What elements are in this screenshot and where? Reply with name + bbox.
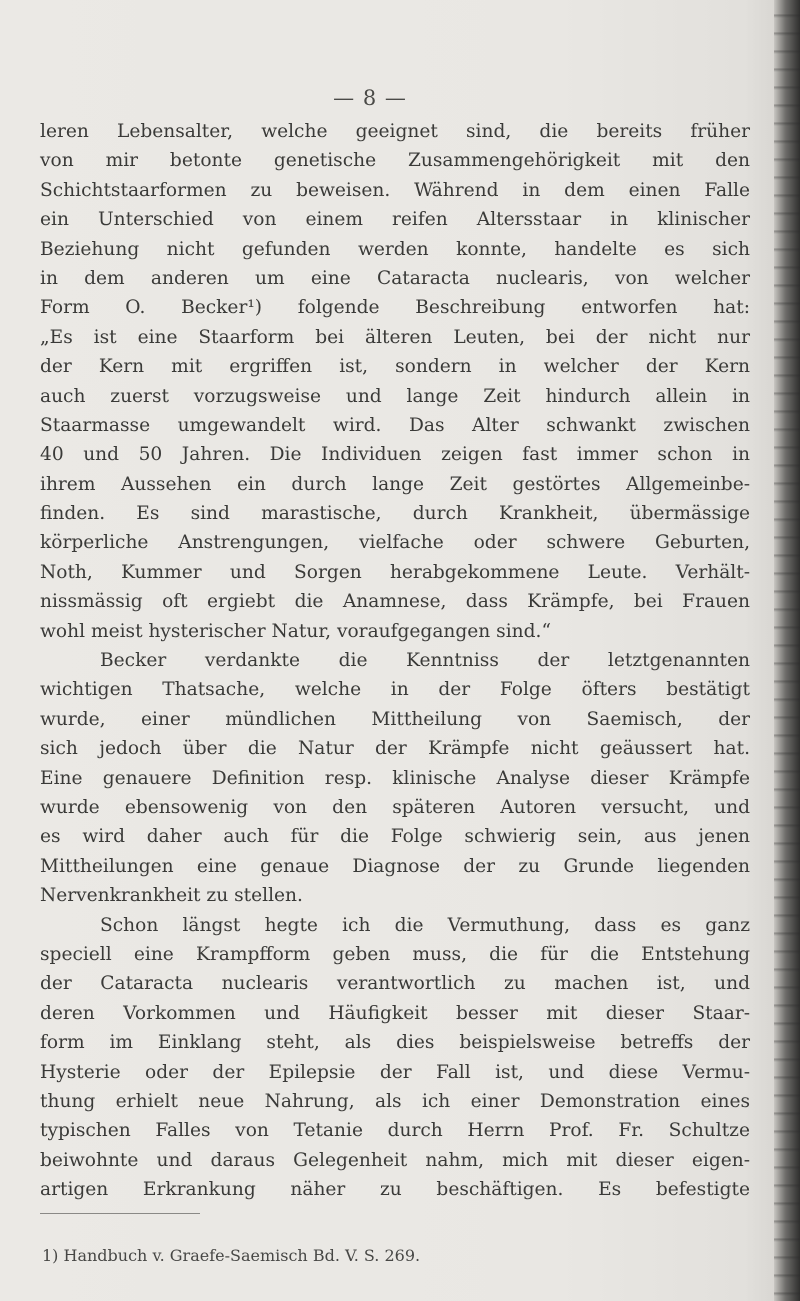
text-line: von mir betonte genetische Zusammengehörigkeit mit den xyxy=(40,150,750,172)
book-binding-edge xyxy=(774,0,800,1301)
text-line: nissmässig oft ergiebt die Anamnese, dass Krämpfe, bei Frauen xyxy=(40,591,750,613)
text-line: Schon längst hegte ich die Vermuthung, dass es ganz xyxy=(100,914,750,936)
body-text xyxy=(40,117,750,1204)
text-line: Hysterie oder der Epilepsie der Fall ist, und diese Vermu- xyxy=(40,1061,750,1083)
text-line: wurde ebensowenig von den späteren Autoren versucht, und xyxy=(40,796,750,818)
text-line: „Es ist eine Staarform bei älteren Leuten, bei der nicht nur xyxy=(40,326,750,348)
text-line: speciell eine Krampfform geben muss, die für die Entstehung xyxy=(40,943,750,965)
text-line: wohl meist hysterischer Natur, voraufgegangen sind.“ xyxy=(40,620,551,642)
text-line: wichtigen Thatsache, welche in der Folge öfters bestätigt xyxy=(40,679,750,701)
text-line: der Cataracta nuclearis verantwortlich zu machen ist, und xyxy=(40,973,750,995)
text-line: beiwohnte und daraus Gelegenheit nahm, mich mit dieser eigen- xyxy=(40,1149,750,1171)
text-line: typischen Falles von Tetanie durch Herrn Prof. Fr. Schultze xyxy=(40,1120,750,1142)
text-line: artigen Erkrankung näher zu beschäftigen. Es befestigte xyxy=(40,1179,750,1201)
text-line: Noth, Kummer und Sorgen herabgekommene Leute. Verhält- xyxy=(40,561,750,583)
text-line: Mittheilungen eine genaue Diagnose der zu Grunde liegenden xyxy=(40,855,750,877)
text-line: es wird daher auch für die Folge schwierig sein, aus jenen xyxy=(40,826,750,848)
text-line: leren Lebensalter, welche geeignet sind, die bereits früher xyxy=(40,121,750,142)
text-line: Becker verdankte die Kenntniss der letztgenannten xyxy=(100,650,750,672)
text-line: 40 und 50 Jahren. Die Individuen zeigen fast immer schon in xyxy=(40,444,750,466)
footnote: 1) Handbuch v. Graefe-Saemisch Bd. V. S. 269. xyxy=(42,1246,421,1265)
text-line: Beziehung nicht gefunden werden konnte, handelte es sich xyxy=(40,238,750,260)
page-number: — 8 — xyxy=(333,86,407,110)
text-line: ein Unterschied von einem reifen Altersstaar in klinischer xyxy=(40,209,750,231)
text-line: in dem anderen um eine Cataracta nuclearis, von welcher xyxy=(40,267,750,289)
text-line: Nervenkrankheit zu stellen. xyxy=(40,885,303,907)
text-line: der Kern mit ergriffen ist, sondern in welcher der Kern xyxy=(40,356,750,378)
text-line: thung erhielt neue Nahrung, als ich einer Demonstration eines xyxy=(40,1090,750,1112)
text-line: sich jedoch über die Natur der Krämpfe nicht geäussert hat. xyxy=(40,738,750,760)
footnote-divider xyxy=(40,1213,200,1214)
text-line: Eine genauere Definition resp. klinische Analyse dieser Krämpfe xyxy=(40,767,750,789)
text-line: finden. Es sind marastische, durch Krankheit, übermässige xyxy=(40,503,750,525)
text-line: wurde, einer mündlichen Mittheilung von Saemisch, der xyxy=(40,708,750,730)
text-line: Form O. Becker¹) folgende Beschreibung entworfen hat: xyxy=(40,297,750,319)
text-line: deren Vorkommen und Häufigkeit besser mit dieser Staar- xyxy=(40,1002,750,1024)
text-line: körperliche Anstrengungen, vielfache oder schwere Geburten, xyxy=(40,532,750,554)
text-line: Schichtstaarformen zu beweisen. Während in dem einen Falle xyxy=(40,179,750,201)
text-line: form im Einklang steht, als dies beispielsweise betreffs der xyxy=(40,1032,750,1054)
text-line: Staarmasse umgewandelt wird. Das Alter schwankt zwischen xyxy=(40,414,750,436)
text-line: auch zuerst vorzugsweise und lange Zeit hindurch allein in xyxy=(40,385,750,407)
text-line: ihrem Aussehen ein durch lange Zeit gestörtes Allgemeinbe- xyxy=(40,473,750,495)
